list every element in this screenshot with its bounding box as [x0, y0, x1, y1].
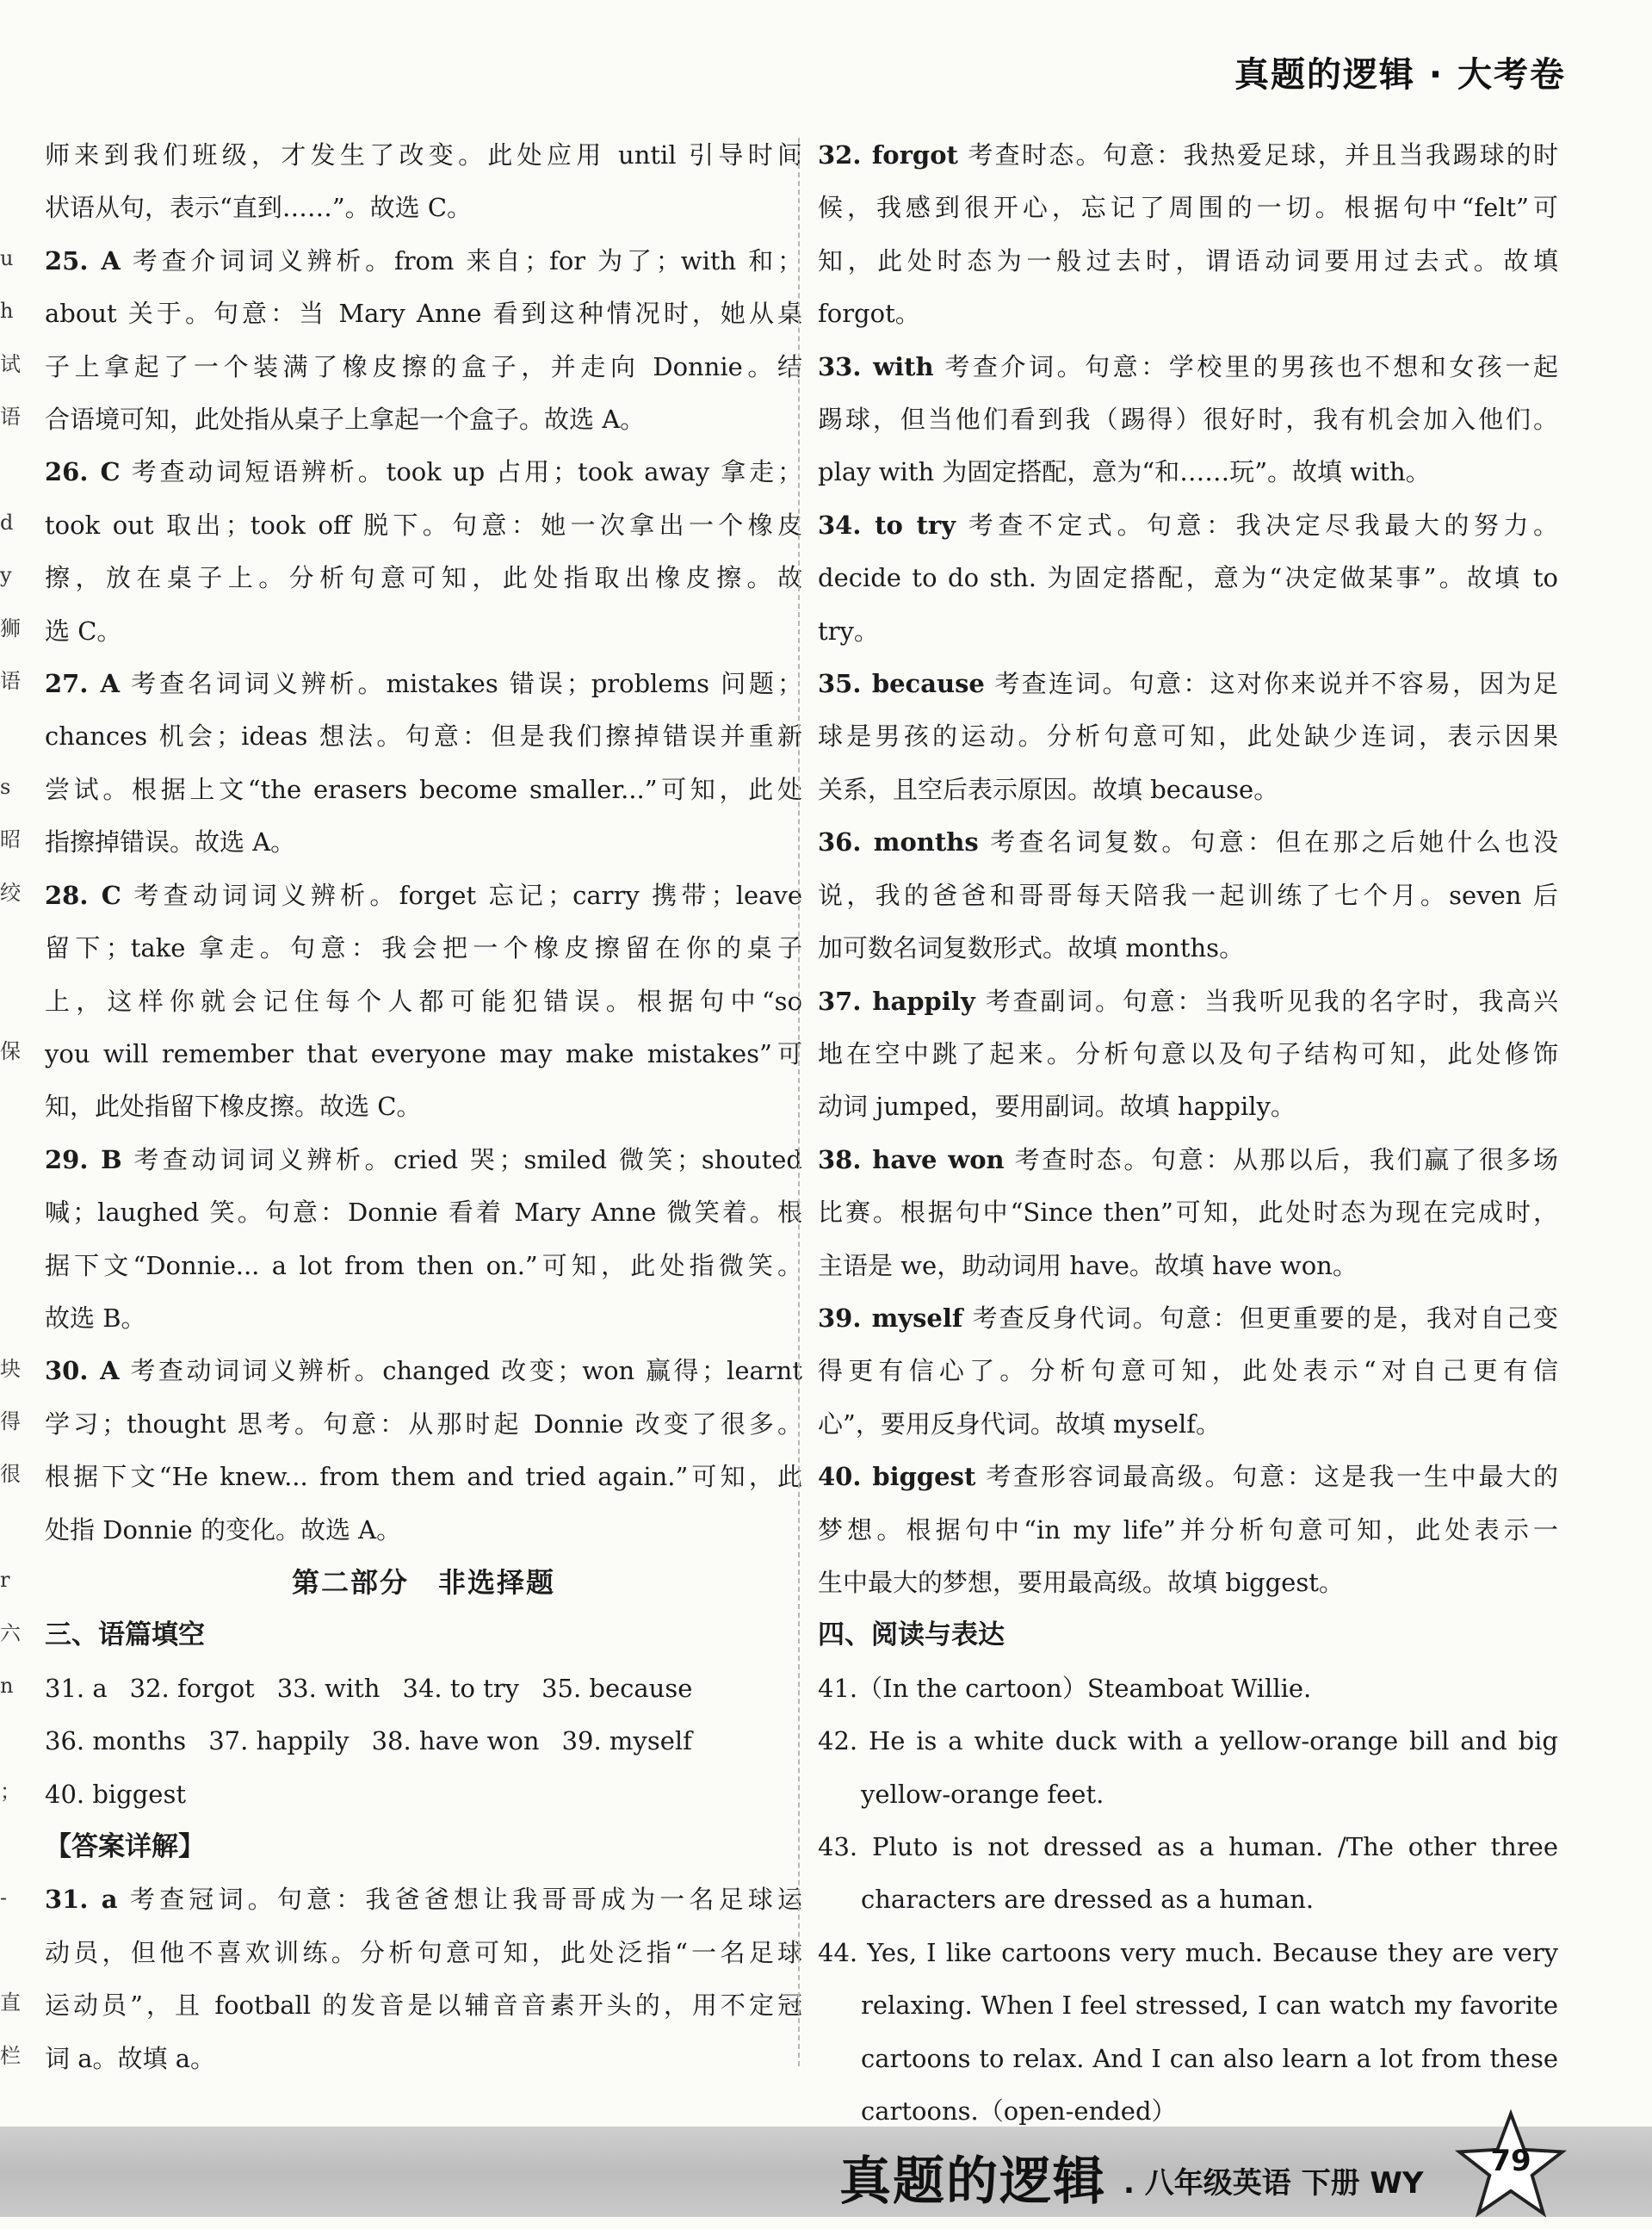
question-number: 36. months: [818, 827, 979, 858]
edge-glyph: 块: [0, 1356, 21, 1381]
edge-glyph: 昭: [0, 827, 21, 852]
edge-glyph: 试: [0, 351, 21, 376]
answer-item: 40. biggest: [45, 1779, 187, 1809]
right-answer-lines: [818, 129, 1558, 1609]
text-line: [45, 1873, 802, 1926]
line-text: 运动员”，且 football 的发音是以辅音音素开头的，用不定冠: [45, 1991, 802, 2021]
edge-glyph: [0, 1079, 14, 1131]
left-answer-lines: [45, 129, 802, 1557]
text-line: [818, 129, 1558, 182]
edge-glyph: [0, 973, 14, 1025]
edge-glyph: [0, 1237, 14, 1290]
line-text: 考查动词词义辨析。forget 忘记；carry 携带；leave: [121, 880, 802, 910]
text-line: [818, 1768, 1558, 1821]
edge-glyph: s: [0, 775, 11, 800]
text-line: [45, 499, 802, 552]
answer-item: 32. forgot: [129, 1673, 255, 1703]
line-text: 状语从句，表示“直到……”。故选 C。: [45, 193, 473, 223]
line-text: 考查名词复数。句意：但在那之后她什么也没: [978, 827, 1558, 858]
edge-glyph: r: [0, 1568, 10, 1593]
line-text: 考查名词词义辨析。mistakes 错误；problems 问题；: [119, 669, 802, 699]
line-text: 词 a。故填 a。: [45, 2043, 216, 2073]
line-text: 比赛。根据句中“Since then”可知，此处时态为现在完成时，: [818, 1198, 1558, 1228]
text-line: [45, 605, 802, 658]
edge-glyph: -: [0, 1885, 8, 1910]
line-text: 故选 B。: [45, 1303, 146, 1333]
text-line: [45, 393, 802, 446]
edge-glyph: 语: [0, 669, 21, 694]
line-text: 候，我感到很开心，忘记了周围的一切。根据句中“felt”可: [818, 193, 1558, 223]
question-number: 35. because: [818, 669, 985, 699]
text-line: [45, 288, 802, 340]
line-text: 生中最大的梦想，要用最高级。故填 biggest。: [818, 1567, 1344, 1597]
edge-glyph: 绞: [0, 880, 21, 905]
line-text: 考查动词词义辨析。cried 哭；smiled 微笑；shouted: [121, 1144, 802, 1174]
line-text: 考查形容词最高级。句意：这是我一生中最大的: [975, 1462, 1558, 1492]
edge-glyph: y: [0, 563, 12, 588]
text-line: [818, 499, 1558, 552]
line-text: 考查连词。句意：这对你来说并不容易，因为足: [984, 669, 1558, 699]
edge-glyph: [0, 1818, 14, 1871]
text-line: [818, 235, 1558, 288]
question-number: 34. to try: [818, 510, 956, 540]
question-number: 27. A: [45, 669, 120, 699]
line-text: 考查副词。句意：当我听见我的名字时，我高兴: [974, 986, 1558, 1016]
detail-lines: [45, 1873, 802, 2085]
line-text: 动员，但他不喜欢训练。分析句意可知，此处泛指“一名足球: [45, 1937, 802, 1967]
line-text: 学习；thought 思考。句意：从那时起 Donnie 改变了很多。: [45, 1409, 802, 1439]
reading-lines: [818, 1662, 1558, 2139]
text-line: [45, 341, 802, 393]
text-line: [818, 1186, 1558, 1239]
text-line: [818, 1028, 1558, 1080]
edge-glyph: [0, 1924, 14, 1977]
line-text: characters are dressed as a human.: [861, 1885, 1315, 1915]
line-text: try。: [818, 616, 879, 646]
line-text: 合语境可知，此处指从桌子上拿起一个盒子。故选 A。: [45, 405, 646, 435]
question-number: 25. A: [45, 245, 121, 276]
answer-item: 31. a: [45, 1673, 108, 1703]
line-text: 擦，放在桌子上。分析句意可知，此处指取出橡皮擦。故: [45, 563, 802, 593]
text-line: [818, 446, 1558, 498]
edge-glyph: 得: [0, 1409, 21, 1433]
line-text: 动词 jumped，要用副词。故填 happily。: [818, 1092, 1296, 1122]
edge-glyph: d: [0, 511, 14, 536]
edge-glyph: [0, 1712, 14, 1765]
text-line: [818, 1873, 1558, 1926]
fill-in-title: 三、语篇填空: [45, 1619, 205, 1651]
text-line: [818, 975, 1558, 1028]
line-text: 师来到我们班级，才发生了改变。此处应用 until 引导时间: [45, 140, 802, 170]
question-number: 38. have won: [818, 1144, 1005, 1174]
line-text: 主语是 we，助动词用 have。故填 have won。: [818, 1250, 1358, 1280]
text-line: [818, 1715, 1558, 1768]
question-number: 26. C: [45, 457, 121, 487]
question-number: 40. biggest: [818, 1462, 976, 1492]
line-text: 知，此处时态为一般过去时，谓语动词要用过去式。故填: [818, 245, 1558, 276]
edge-glyph: [0, 919, 14, 972]
answer-item: 37. happily: [208, 1726, 350, 1756]
line-text: 关系，且空后表示原因。故填 because。: [818, 774, 1279, 804]
text-line: [45, 1080, 802, 1133]
text-line: [818, 1662, 1558, 1715]
text-line: [45, 1240, 802, 1292]
text-line: [818, 1979, 1558, 2032]
line-text: 42. He is a white duck with a yellow-orange bill and big: [818, 1726, 1558, 1756]
text-line: [45, 1186, 802, 1239]
text-line: [818, 710, 1558, 763]
line-text: 44. Yes, I like cartoons very much. Because they are very: [818, 1937, 1558, 1967]
line-text: play with 为固定搭配，意为“和……玩”。故填 with。: [818, 457, 1431, 487]
line-text: 心”，要用反身代词。故填 myself。: [818, 1409, 1221, 1439]
text-line: [818, 922, 1558, 975]
line-text: decide to do sth. 为固定搭配，意为“决定做某事”。故填 to: [818, 563, 1558, 593]
text-line: [45, 922, 802, 975]
text-line: [45, 1345, 802, 1397]
question-number: 39. myself: [818, 1303, 963, 1333]
line-text: 加可数名词复数形式。故填 months。: [818, 933, 1245, 963]
line-text: you will remember that everyone may make mistakes”可: [45, 1038, 802, 1068]
line-text: 41.（In the cartoon）Steamboat Willie.: [818, 1673, 1312, 1703]
line-text: 考查冠词。句意：我爸爸想让我哥哥成为一名足球运: [117, 1885, 802, 1915]
line-text: 子上拿起了一个装满了橡皮擦的盒子，并走向 Donnie。结: [45, 351, 802, 381]
column-divider: [798, 138, 800, 2066]
text-line: [818, 1557, 1558, 1609]
page-number: 79: [1490, 2144, 1531, 2178]
text-line: [818, 1240, 1558, 1292]
text-line: [45, 658, 802, 710]
text-line: [45, 2033, 802, 2085]
answers-row-3: [45, 1768, 802, 1821]
line-text: 选 C。: [45, 616, 122, 646]
answer-item: 35. because: [541, 1673, 693, 1703]
line-text: 处指 Donnie 的变化。故选 A。: [45, 1514, 402, 1545]
text-line: [818, 1927, 1558, 1979]
line-text: 考查时态。句意：从那以后，我们赢了很多场: [1004, 1144, 1558, 1174]
text-line: [818, 1451, 1558, 1503]
answer-item: 36. months: [45, 1726, 187, 1756]
edge-glyph: 很: [0, 1462, 21, 1487]
question-number: 33. with: [818, 351, 934, 381]
edge-glyph: [0, 1131, 14, 1184]
line-text: 考查反身代词。句意：但更重要的是，我对自己变: [962, 1303, 1558, 1333]
text-line: [45, 1398, 802, 1451]
line-text: cartoons to relax. And I can also learn a lot from these: [861, 2043, 1558, 2073]
text-line: [818, 2033, 1558, 2085]
answer-item: 33. with: [276, 1673, 381, 1703]
question-number: 37. happily: [818, 986, 975, 1016]
edge-glyph: 栏: [0, 2043, 21, 2068]
footer-logo: 真题的逻辑: [839, 2152, 1106, 2212]
edge-glyph: h: [0, 299, 14, 324]
text-line: [818, 870, 1558, 922]
line-text: chances 机会；ideas 想法。句意：但是我们擦掉错误并重新: [45, 721, 802, 752]
edge-glyph: [0, 1501, 14, 1554]
right-column: [818, 129, 1558, 2138]
line-text: yellow-orange feet.: [861, 1779, 1104, 1809]
footer-subtitle: . 八年级英语 下册 WY: [1123, 2166, 1424, 2201]
text-line: [45, 816, 802, 869]
text-line: [45, 129, 802, 182]
line-text: 43. Pluto is not dressed as a human. /The other three: [818, 1832, 1558, 1861]
line-text: 考查动词词义辨析。changed 改变；won 赢得；learnt: [119, 1356, 802, 1386]
line-text: 上，这样你就会记住每个人都可能犯错误。根据句中“so: [45, 986, 802, 1016]
text-line: [818, 288, 1558, 340]
question-number: 29. B: [45, 1144, 122, 1174]
left-edge-bleed: [0, 232, 21, 2083]
answers-row-1: [45, 1662, 802, 1715]
detail-title: 【答案详解】: [45, 1831, 205, 1862]
text-line: [818, 182, 1558, 234]
edge-glyph: n: [0, 1673, 14, 1698]
text-line: [818, 816, 1558, 869]
text-line: [818, 1080, 1558, 1133]
question-number: 32. forgot: [818, 140, 958, 170]
edge-glyph: u: [0, 246, 14, 270]
answer-item: 34. to try: [402, 1673, 520, 1703]
line-text: about 关于。句意：当 Mary Anne 看到这种情况时，她从桌: [45, 299, 802, 329]
text-line: [818, 1292, 1558, 1345]
text-line: [45, 1451, 802, 1503]
line-text: 根据下文“He knew... from them and tried again.”可知，此: [45, 1462, 802, 1492]
edge-glyph: [0, 1290, 14, 1342]
text-line: [818, 658, 1558, 710]
edge-glyph: 直: [0, 1991, 21, 2015]
text-line: [818, 1504, 1558, 1557]
line-text: 留下；take 拿走。句意：我会把一个橡皮擦留在你的桌子: [45, 933, 802, 963]
line-text: 得更有信心了。分析句意可知，此处表示“对自己更有信: [818, 1356, 1558, 1386]
line-text: 球是男孩的运动。分析句意可知，此处缺少连词，表示因果: [818, 721, 1558, 752]
text-line: [818, 1821, 1558, 1873]
line-text: 喊；laughed 笑。句意：Donnie 看着 Mary Anne 微笑着。根: [45, 1198, 802, 1228]
edge-glyph: [0, 1184, 14, 1236]
answer-item: 38. have won: [371, 1726, 540, 1756]
text-line: [45, 1134, 802, 1186]
line-text: 踢球，但当他们看到我（踢得）很好时，我有机会加入他们。: [818, 405, 1558, 435]
edge-glyph: 语: [0, 405, 21, 430]
line-text: 知，此处指留下橡皮擦。故选 C。: [45, 1092, 422, 1122]
text-line: [818, 552, 1558, 604]
edge-glyph: 保: [0, 1039, 21, 1064]
answer-item: 39. myself: [561, 1726, 692, 1756]
edge-glyph: ；: [0, 1779, 21, 1804]
edge-glyph: 六: [0, 1620, 21, 1645]
line-text: cartoons.（open-ended）: [861, 2096, 1177, 2127]
line-text: 尝试。根据上文“the erasers become smaller...”可知，此处: [45, 774, 802, 804]
line-text: 据下文“Donnie... a lot from then on.”可知，此处指微笑。: [45, 1250, 802, 1280]
text-line: [45, 764, 802, 816]
line-text: took out 取出；took off 脱下。句意：她一次拿出一个橡皮: [45, 510, 802, 540]
text-line: [818, 393, 1558, 446]
line-text: 指擦掉错误。故选 A。: [45, 827, 296, 858]
line-text: 考查介词词义辨析。from 来自；for 为了；with 和；: [120, 245, 802, 276]
edge-glyph: [0, 444, 14, 497]
question-number: 31. a: [45, 1885, 118, 1915]
text-line: [45, 552, 802, 604]
text-line: [45, 870, 802, 922]
line-text: 说，我的爸爸和哥哥每天陪我一起训练了七个月。seven 后: [818, 880, 1558, 910]
line-text: relaxing. When I feel stressed, I can watch my favorite: [861, 1991, 1558, 2021]
text-line: [45, 1292, 802, 1345]
edge-glyph: [0, 709, 14, 761]
question-number: 30. A: [45, 1356, 120, 1386]
text-line: [45, 446, 802, 498]
page-header-title: 真题的逻辑 · 大考卷: [1234, 55, 1566, 95]
text-line: [818, 1345, 1558, 1397]
text-line: [818, 764, 1558, 816]
line-text: forgot。: [818, 299, 920, 329]
line-text: 考查动词短语辨析。took up 占用；took away 拿走；: [120, 457, 802, 487]
text-line: [818, 341, 1558, 393]
left-column: [45, 129, 802, 2085]
answers-row-2: [45, 1715, 802, 1768]
section-title: 第二部分 非选择题: [291, 1565, 555, 1599]
line-text: 考查不定式。句意：我决定尽我最大的努力。: [956, 510, 1558, 540]
text-line: [818, 1398, 1558, 1451]
text-line: [45, 235, 802, 288]
text-line: [45, 1504, 802, 1557]
reading-title: 四、阅读与表达: [818, 1619, 1005, 1651]
line-text: 考查介词。句意：学校里的男孩也不想和女孩一起: [933, 351, 1558, 381]
line-text: 考查时态。句意：我热爱足球，并且当我踢球的时: [957, 140, 1558, 170]
text-line: [45, 1927, 802, 1979]
text-line: [818, 605, 1558, 658]
text-line: [45, 1979, 802, 2032]
text-line: [45, 182, 802, 234]
question-number: 28. C: [45, 880, 121, 910]
text-line: [45, 1028, 802, 1080]
text-line: [45, 975, 802, 1028]
text-line: [818, 1134, 1558, 1186]
line-text: 梦想。根据句中“in my life”并分析句意可知，此处表示一: [818, 1514, 1558, 1545]
text-line: [45, 710, 802, 763]
edge-glyph: 狮: [0, 616, 21, 641]
line-text: 地在空中跳了起来。分析句意以及句子结构可知，此处修饰: [818, 1038, 1558, 1068]
